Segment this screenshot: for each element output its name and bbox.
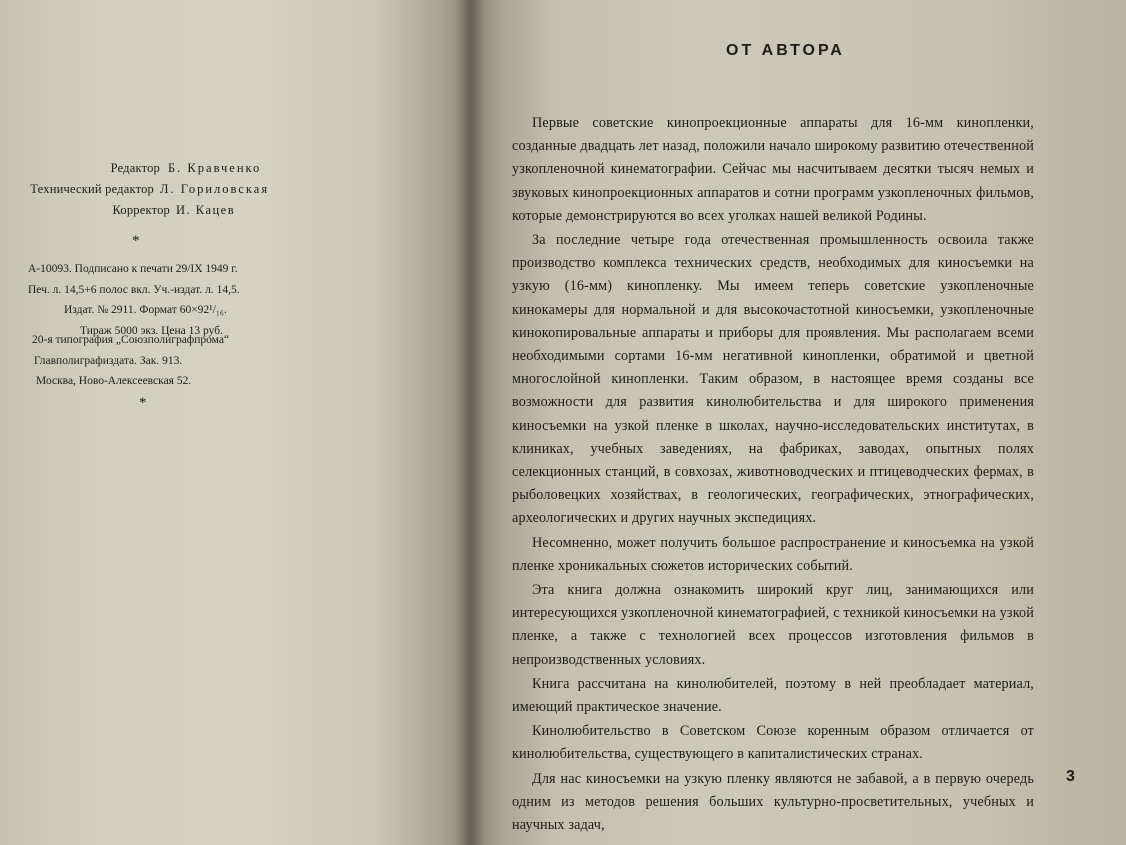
- credit-person: Б. Кравченко: [168, 161, 262, 175]
- printer-line: Москва, Ново-Алексеевская 52.: [36, 375, 192, 387]
- separator-asterisk: *: [132, 233, 140, 249]
- chapter-heading: ОТ АВТОРА: [726, 42, 845, 59]
- publication-info: [18, 259, 308, 341]
- credit-editor: [20, 158, 320, 179]
- credit-role: Технический редактор: [30, 182, 154, 196]
- paragraph: Несомненно, может получить большое распространение и киносъемка на узкой пленке хроникальных сюжетов исторических событий.: [512, 534, 1034, 574]
- credit-role: Корректор: [112, 203, 170, 217]
- credit-role: Редактор: [110, 161, 160, 175]
- printer-line: 20-я типография „Союзполиграфпрома“: [32, 334, 230, 346]
- paragraph: Книга рассчитана на кинолюбителей, поэтому в ней преобладает материал, имеющий практическое значение.: [512, 675, 1034, 716]
- paragraph: Для нас киносъемки на узкую пленку являются не забавой, а в первую очередь одним из методов решения больших культурно-просветительных, учебных и научных задач,: [512, 770, 1034, 834]
- paragraph: Эта книга должна ознакомить широкий круг лиц, занимающихся или интересующихся узкопленочной кинематографией, с техникой киносъемки на узкой пленке, а также с технологией всех процессов изготовления фильмов в непроизводственных условиях.: [512, 582, 1034, 668]
- publication-line: А-10093. Подписано к печати 29/IX 1949 г.: [28, 263, 238, 275]
- paragraph: За последние четыре года отечественная промышленность освоила также производство комплекса технических средств, необходимых для киносъемки на узкую (16-мм) кинопленку. Мы имеем теперь советские узкопленочные кинокамеры для нормальной и для высокочастотной киносъемки, узкопленочные кинокопировальные аппараты и приборы для проявления. Мы располагаем всеми необходимыми сортами 16-мм негативной кинопленки, обратимой и цветной многослойной кинопленки. Таким образом, в настоящее время созданы все возможности для развития кинолюбительства и для широкого применения киносъемки на узкой пленке в школах, научно-исследовательских институтах, в клиниках, учебных заведениях, на фабриках, заводах, опытных полях селекционных станций, в совхозах, животноводческих и птицеводческих фермах, в рыболовецких хозяйствах, в геологических, географических, этнографических, археологических и других научных экспедициях.: [512, 232, 1034, 527]
- printer-line: Главполиграфиздата. Зак. 913.: [34, 354, 183, 367]
- imprint-block: [0, 0, 470, 845]
- publication-line: Тираж 5000 экз. Цена 13 руб.: [80, 324, 223, 337]
- preface-text: [512, 112, 1034, 837]
- paragraph: Первые советские кинопроекционные аппараты для 16-мм кинопленки, созданные двадцать лет назад, положили начало широкому развитию отечественной узкопленочной кинематографии. Сейчас мы насчитываем десятки тысяч немых и звуковых кинопроекционных аппаратов и сотни программ узкопленочных фильмов, которые демонстрируются во всех уголках нашей великой Родины.: [512, 115, 1034, 224]
- credit-person: И. Кацев: [176, 203, 236, 217]
- paragraph: Кинолюбительство в Советском Союзе коренным образом отличается от кинолюбительства, существующего в капиталистических странах.: [512, 723, 1034, 763]
- printer-info: [32, 330, 312, 392]
- credit-technical-editor: [20, 179, 320, 200]
- credits-list: [20, 158, 320, 221]
- credit-proofreader: [20, 200, 320, 221]
- page-number: 3: [1066, 768, 1075, 785]
- credit-person: Л. Гориловская: [160, 182, 270, 196]
- publication-line: Издат. № 2911. Формат 60×92¹/₁₆.: [64, 304, 227, 316]
- publication-line: Печ. л. 14,5+6 полос вкл. Уч.-издат. л. 14,5.: [28, 283, 240, 296]
- separator-asterisk: *: [139, 395, 147, 411]
